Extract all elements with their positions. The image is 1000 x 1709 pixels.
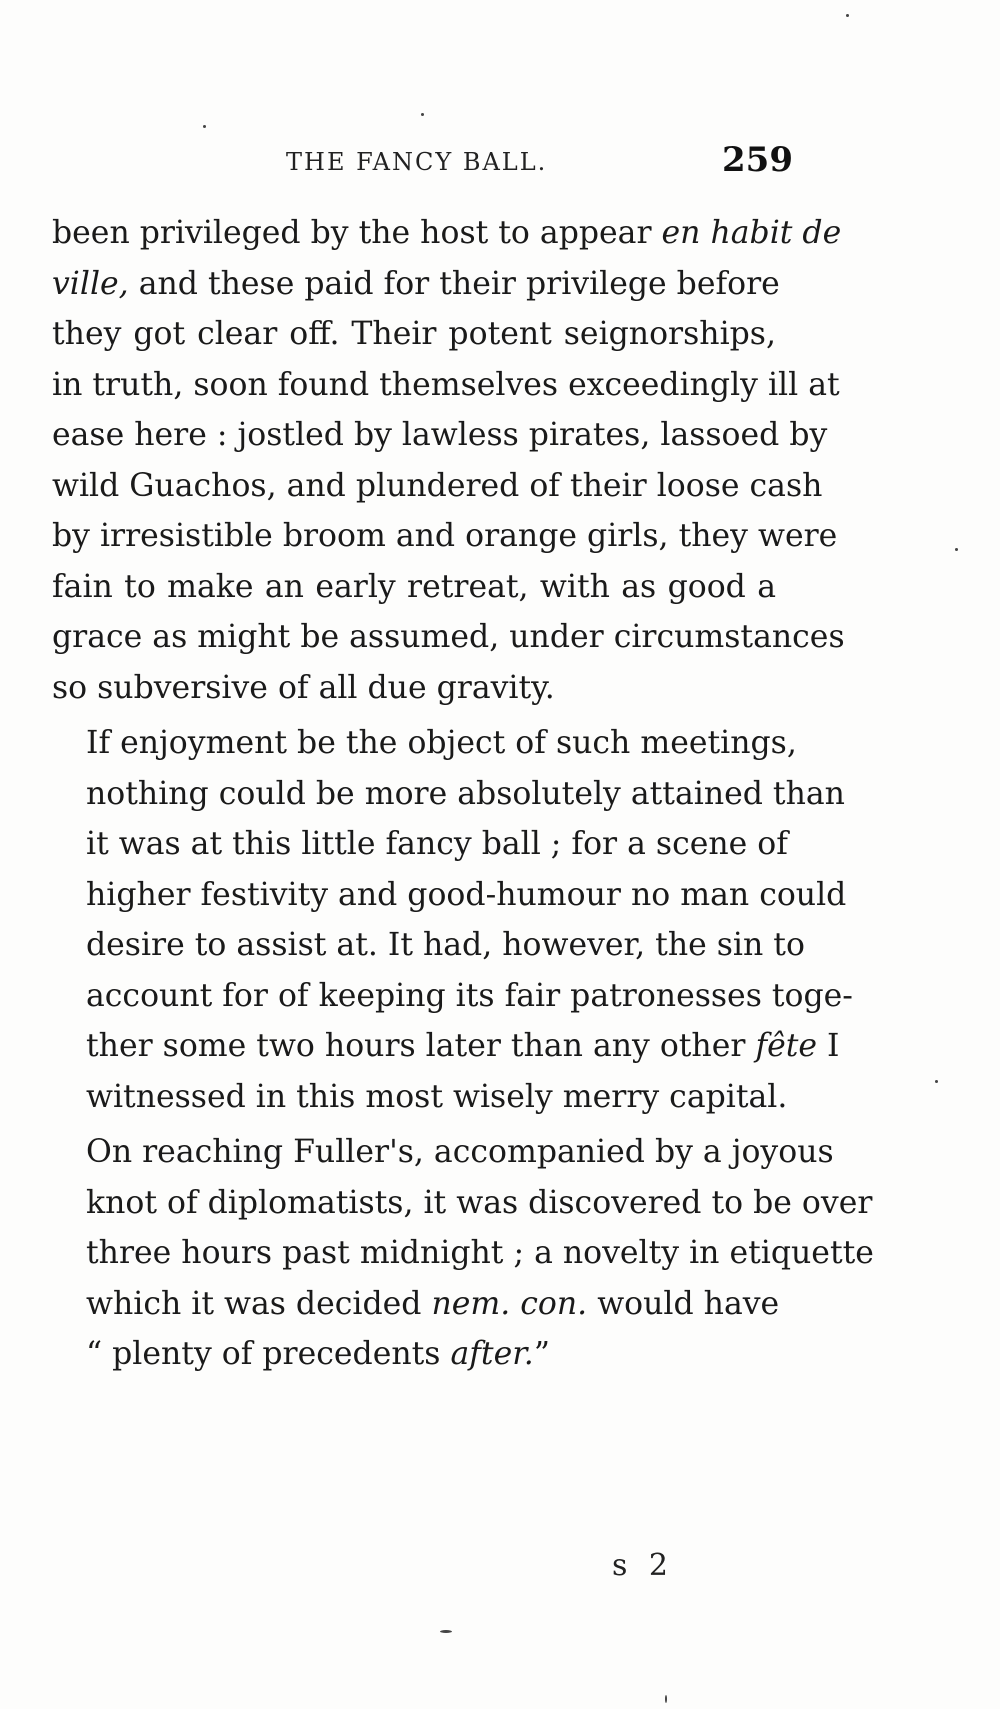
text-line: ther some two hours later than any other fête I <box>86 1028 840 1064</box>
running-title: THE FANCY BALL. <box>286 148 548 176</box>
text-line: wild Guachos, and plundered of their loose cash <box>52 467 823 504</box>
text-line: If enjoyment be the object of such meetings, <box>86 725 797 761</box>
text-line: desire to assist at. It had, however, the sin to <box>86 927 805 963</box>
italic-text: fête <box>755 1028 818 1064</box>
text-line: so subversive of all due gravity. <box>52 669 555 706</box>
text-line: which it was decided nem. con. would have <box>86 1285 780 1322</box>
text-line: grace as might be assumed, under circumstances <box>52 619 845 655</box>
scan-speck <box>440 1630 452 1633</box>
text-line: knot of diplomatists, it was discovered to be over <box>86 1184 873 1221</box>
body-text <box>52 208 874 1380</box>
italic-text: ville, <box>52 265 129 302</box>
scan-speck <box>665 1695 667 1703</box>
text-line: ease here : jostled by lawless pirates, lassoed by <box>52 417 828 453</box>
scan-speck <box>935 1080 938 1083</box>
text-line: nothing could be more absolutely attained than <box>86 775 845 812</box>
scan-speck <box>846 14 849 17</box>
text-line: fain to make an early retreat, with as good a <box>52 568 776 605</box>
text-line: witnessed in this most wisely merry capital. <box>86 1078 788 1115</box>
text-line: ville, and these paid for their privilege before <box>52 265 780 302</box>
italic-text: after. <box>450 1336 534 1372</box>
text-line: account for of keeping its fair patronesses toge- <box>86 977 853 1014</box>
text-line: higher festivity and good-humour no man could <box>86 876 847 913</box>
page-number: 259 <box>722 140 793 180</box>
scan-speck <box>203 125 206 128</box>
paragraph <box>52 718 853 1122</box>
italic-text: nem. con. <box>431 1285 588 1322</box>
text-line: it was at this little fancy ball ; for a scene of <box>86 826 788 862</box>
text-line: by irresistible broom and orange girls, they were <box>52 518 838 554</box>
text-line: they got clear off. Their potent seignorships, <box>52 316 776 352</box>
text-line: three hours past midnight ; a novelty in etiquette <box>86 1235 874 1271</box>
paragraph <box>52 208 845 713</box>
text-line: “ plenty of precedents after.” <box>86 1336 550 1372</box>
text-line: in truth, soon found themselves exceedingly ill at <box>52 366 840 403</box>
text-line: been privileged by the host to appear en habit de <box>52 215 842 251</box>
paragraph <box>52 1127 874 1380</box>
text-line: On reaching Fuller's, accompanied by a joyous <box>86 1134 834 1170</box>
italic-text: en habit de <box>661 215 842 251</box>
signature-mark: s 2 <box>612 1548 675 1583</box>
scan-speck <box>955 548 958 551</box>
scan-speck <box>421 113 424 116</box>
